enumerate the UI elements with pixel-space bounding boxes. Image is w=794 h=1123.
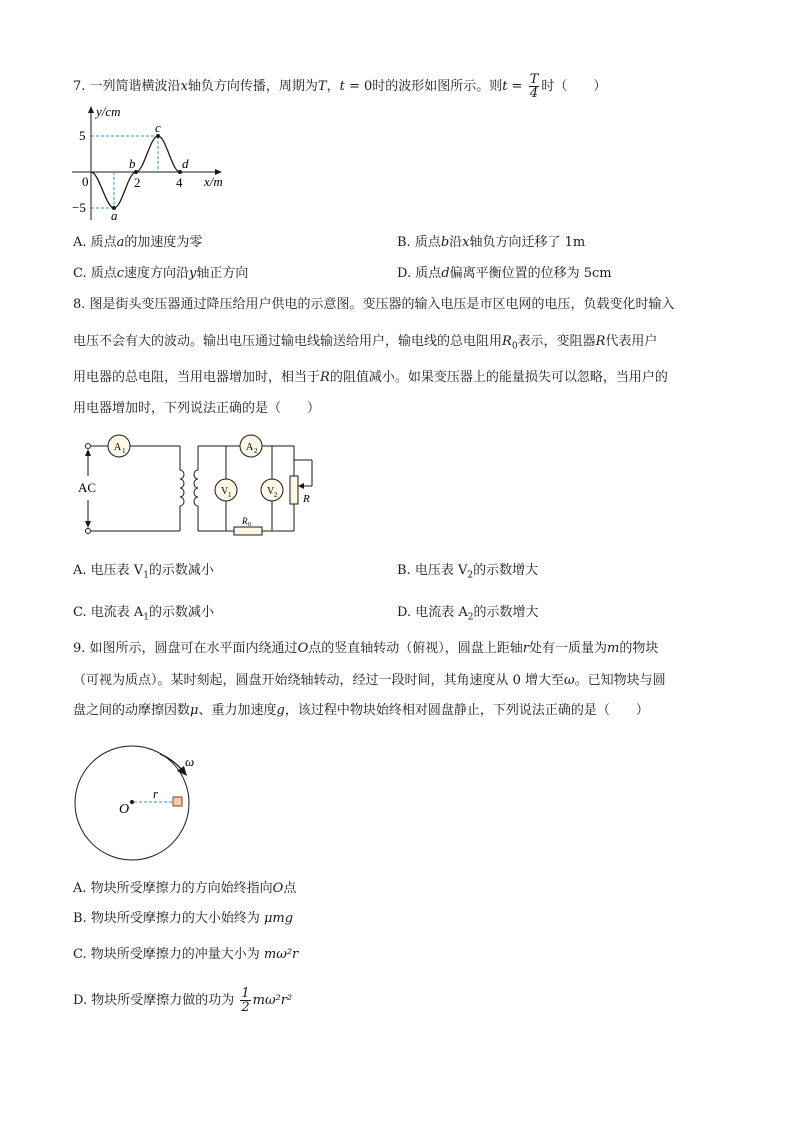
q9-o-label: O — [119, 802, 130, 817]
q8-option-a[interactable]: A. 电压表 $V_1$的示数减小 — [73, 563, 214, 581]
q7-tick-origin: 0 — [82, 174, 89, 189]
q9-option-a[interactable]: A. 物块所受摩擦力的方向始终指向O点 — [73, 881, 297, 896]
q9-stem-line-1: 9. 如图所示，圆盘可在水平面内绕通过O点的竖直轴转动（俯视），圆盘上距轴r处有一质量为m的物块 — [73, 641, 659, 656]
q9-disk-figure — [68, 740, 218, 870]
q8-a1-label: A — [114, 442, 122, 453]
q9-option-b[interactable]: B. 物块所受摩擦力的大小始终为 μmg — [73, 911, 294, 926]
q9-omega-label: ω — [185, 754, 195, 769]
q7-x-axis-label: x/m — [204, 174, 223, 189]
svg-text:2: 2 — [254, 447, 258, 455]
q7-option-c[interactable]: C. 质点c速度方向沿y轴正方向 — [73, 266, 249, 281]
svg-text:0: 0 — [248, 522, 251, 528]
q8-circuit-figure — [76, 432, 336, 542]
q7-option-d[interactable]: D. 质点d偏离平衡位置的位移为 5cm — [397, 266, 612, 281]
q7-y-axis-label: y/cm — [96, 104, 121, 119]
q7-tick-2: 2 — [134, 175, 141, 190]
q8-terminal-bottom — [86, 529, 91, 534]
q8-ac-arrowhead-down — [85, 521, 91, 528]
q8-stem-line-2: 电压不会有大的波动。输出电压通过输电线输送给用户，输电线的总电阻用$R_0$表示，变阻器R代表用户 — [73, 334, 658, 352]
q8-option-c[interactable]: C. 电流表 $A_1$的示数减小 — [73, 605, 215, 623]
q7-time-fraction: $\frac{T}{4}$ — [529, 72, 539, 101]
q9-center-point — [130, 800, 134, 804]
q8-resistor-r0 — [234, 527, 262, 535]
q8-number: 8. — [73, 297, 86, 312]
q9-option-d-fraction: $\frac{1}{2}$ — [241, 986, 250, 1015]
svg-text:2: 2 — [274, 491, 278, 499]
q8-stem-line-4: 用电器增加时，下列说法正确的是（ ） — [73, 401, 321, 416]
q8-v1-label: V — [221, 486, 229, 497]
q8-slider-arrowhead — [298, 483, 304, 489]
q8-stem-line-3: 用电器的总电阻，当用电器增加时，相当于R的阻值减小。如果变压器上的能量损失可以忽略，当用户的 — [73, 370, 668, 385]
q7-label-a: a — [111, 208, 118, 223]
q9-option-c[interactable]: C. 物块所受摩擦力的冲量大小为 mω²r — [73, 947, 299, 962]
q9-number: 9. — [73, 641, 86, 656]
q9-block — [173, 797, 182, 806]
q9-stem-line-3: 盘之间的动摩擦因数μ、重力加速度g，该过程中物块始终相对圆盘静止，下列说法正确的是（ ） — [73, 703, 649, 718]
q8-stem-line-1: 8. 图是街头变压器通过降压给用户供电的示意图。变压器的输入电压是市区电网的电压，负载变化时输入 — [73, 297, 675, 312]
q8-option-b[interactable]: B. 电压表 $V_2$的示数增大 — [397, 563, 539, 581]
q7-label-b: b — [129, 156, 136, 171]
q8-option-d[interactable]: D. 电流表 $A_2$的示数增大 — [397, 605, 539, 623]
q8-r0-label: R — [242, 516, 248, 526]
q8-a2-label: A — [246, 442, 254, 453]
q7-option-b[interactable]: B. 质点b沿x轴负方向迁移了 1m — [397, 235, 586, 250]
q9-r-label: r — [153, 786, 159, 801]
q8-secondary-coil — [194, 470, 198, 506]
q7-wave-figure — [68, 102, 238, 224]
q7-tick-5: 5 — [79, 128, 86, 143]
q8-rheostat-r — [290, 476, 298, 504]
q7-number: 7. — [73, 79, 86, 94]
q7-y-arrow — [88, 106, 94, 113]
q8-v2-label: V — [267, 486, 275, 497]
q7-stem: 7. 一列简谐横波沿x轴负方向传播，周期为T，t = 0时的波形如图所示。则t = $\frac{T}{4}$ 时（ ） — [73, 72, 607, 101]
q8-terminal-top — [86, 444, 91, 449]
q7-option-a[interactable]: A. 质点a的加速度为零 — [73, 235, 203, 250]
q7-tick-4: 4 — [176, 175, 183, 190]
q8-primary-coil — [180, 470, 184, 506]
q9-stem-line-2: （可视为质点）。某时刻起，圆盘开始绕轴转动，经过一段时间，其角速度从 0 增大至ω。已知物块与圆 — [73, 673, 666, 688]
svg-text:1: 1 — [228, 491, 232, 499]
q8-ac-label: AC — [78, 480, 97, 495]
q8-r-label: R — [303, 493, 310, 505]
q7-label-d: d — [182, 156, 189, 171]
q9-option-d[interactable]: D. 物块所受摩擦力做的功为 $\frac{1}{2}$ mω²r² — [73, 986, 293, 1015]
q7-label-c: c — [155, 120, 161, 135]
svg-text:1: 1 — [122, 447, 126, 455]
q7-tick-minus5: −5 — [72, 200, 86, 215]
q8-ac-arrowhead-up — [85, 449, 91, 456]
